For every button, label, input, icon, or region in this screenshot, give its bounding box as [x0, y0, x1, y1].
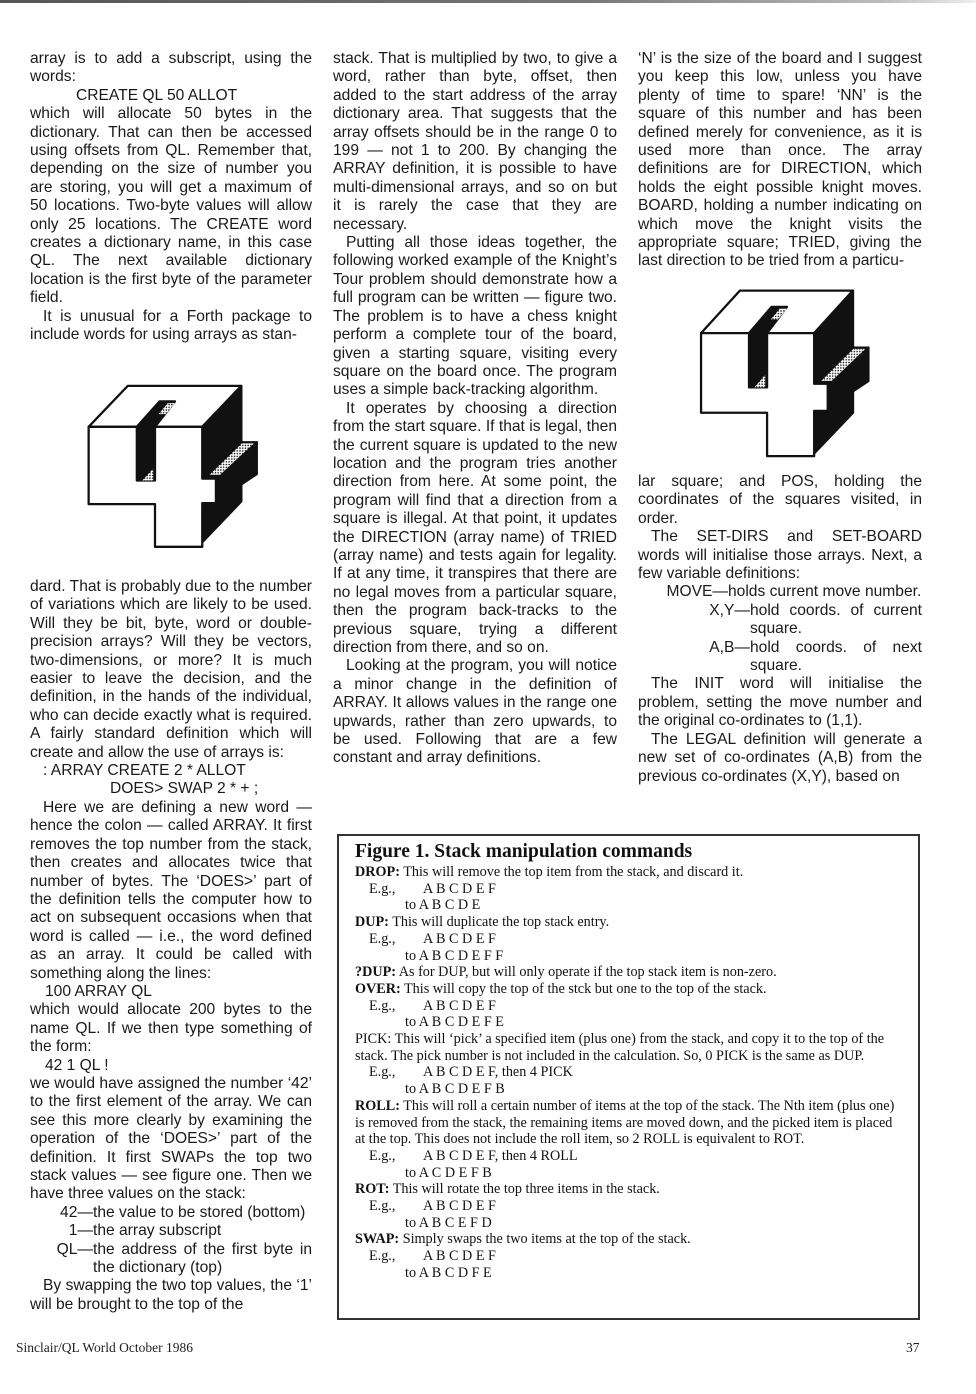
- command-description: This will roll a certain number of items at the top of the stack. The Nth item (plus one) is removed from the stack, the remaining items are moved down, and the picked item is placed at the top. This does not include the roll item, so 2 ROLL is equivalent to ROT.: [355, 1097, 895, 1148]
- command-description: This will ‘pick’ a specified item (plus one) from the stack, and copy it to the top of the stack. The pick number is not included in the calculation. So, 0 PICK is the same as DUP.: [355, 1031, 885, 1064]
- command-entry: [355, 1231, 902, 1248]
- command-description: This will duplicate the top stack entry.: [392, 914, 610, 931]
- column-1-top: [30, 50, 312, 345]
- column-3-bottom: [638, 473, 922, 786]
- example-stack: A B C D E F: [423, 1198, 496, 1215]
- column-2: [333, 50, 617, 768]
- variable-text: hold coords. of next square.: [750, 638, 922, 675]
- example-label: E.g.,: [369, 1248, 396, 1265]
- stack-item-label: 42—: [60, 1203, 93, 1221]
- stack-item: [30, 1204, 312, 1222]
- command-entry: [355, 981, 902, 998]
- command-example: [355, 931, 902, 948]
- command-description: This will copy the top of the stck but one to the top of the stack.: [404, 980, 767, 997]
- code-line: CREATE QL 50 ALLOT: [76, 86, 238, 104]
- command-entry: [355, 1031, 902, 1064]
- command-name: DROP:: [355, 864, 400, 880]
- paragraph: we would have assigned the number ‘42’ to the first element of the array. We can see this more clearly by examining the operation of the ‘DOES>’ part of the definition. It first SWAPs the top two stack values — see figure one. Then we have three values on the stack:: [30, 1074, 312, 1203]
- example-label: E.g.,: [369, 1198, 396, 1215]
- example-stack: A B C D E F: [423, 880, 496, 897]
- paragraph: Putting all those ideas together, the following worked example of the Knight’s Tour problem should demonstrate how a full program can be written — figure two. The problem is to have a chess knight perform a complete tour of the board, given a starting square, visiting every square on the board once. The program uses a simple back-tracking algorithm.: [333, 234, 617, 399]
- command-name: DUP:: [355, 914, 389, 931]
- example-stack: A B C D E F: [423, 930, 496, 947]
- command-name: ROLL:: [355, 1097, 400, 1114]
- variable-item: [638, 639, 922, 676]
- command-description: This will remove the top item from the stack, and discard it.: [403, 864, 744, 880]
- paragraph: which would allocate 200 bytes to the name QL. If we then type something of the form:: [30, 1001, 312, 1056]
- stack-item-text: the address of the first byte in the dictionary (top): [93, 1240, 312, 1277]
- footer-page-number: 37: [906, 1340, 920, 1355]
- command-example: [355, 1064, 902, 1081]
- variable-label: A,B—: [709, 638, 750, 656]
- code-line: 42 1 QL !: [45, 1056, 109, 1074]
- example-result: to A B C E F D: [405, 1214, 492, 1231]
- page-top-rule: [0, 0, 976, 3]
- stack-item-label: 1—: [68, 1222, 93, 1240]
- command-name: ?DUP:: [355, 964, 396, 981]
- stack-item: [30, 1241, 312, 1278]
- example-label: E.g.,: [369, 880, 396, 897]
- footer-publication: Sinclair/QL World October 1986: [16, 1340, 194, 1355]
- code-line: DOES> SWAP 2 * + ;: [110, 780, 259, 798]
- stack-item-text: the array subscript: [93, 1222, 222, 1240]
- column-3-top: [638, 50, 922, 271]
- example-stack: A B C D E F: [423, 997, 496, 1014]
- example-stack: A B C D E F, then 4 ROLL: [423, 1147, 578, 1164]
- figure-1-box: [337, 834, 920, 1320]
- example-label: E.g.,: [369, 930, 396, 947]
- paragraph: lar square; and POS, holding the coordinates of the squares visited, in order.: [638, 473, 922, 527]
- forth-4-cube-logo-icon: [687, 277, 887, 467]
- variable-text: hold coords. of current square.: [750, 601, 922, 638]
- command-name: OVER:: [355, 980, 401, 997]
- command-description: Simply swaps the two items at the top of the stack.: [402, 1231, 691, 1248]
- paragraph: Looking at the program, you will notice a minor change in the definition of ARRAY. It allows values in the range one upwards, rather than zero upwards, to be used. Following that are a few constant and array definitions.: [333, 657, 617, 767]
- command-entry: [355, 1181, 902, 1198]
- example-label: E.g.,: [369, 1064, 396, 1081]
- command-example: [355, 1248, 902, 1265]
- variable-label: MOVE—: [666, 583, 728, 601]
- example-result: to A B C D E F F: [405, 947, 504, 964]
- example-label: E.g.,: [369, 997, 396, 1014]
- example-result: to A B C D E F B: [405, 1081, 505, 1098]
- paragraph: array is to add a subscript, using the words:: [30, 50, 312, 86]
- paragraph: It is unusual for a Forth package to include words for using arrays as stan-: [30, 307, 312, 344]
- paragraph: ‘N’ is the size of the board and I suggest you keep this low, unless you have plenty of time to spare! ‘NN’ is the square of this number and has been defined merely for convenience, as it is used more than once. The array definitions are for DIRECTION, which holds the eight possible knight moves. BOARD, holding a number indicating on which move the knight visits the appropriate square; TRIED, giving the last direction to be tried from a particu-: [638, 50, 922, 270]
- example-result: to A B C D F E: [405, 1264, 492, 1281]
- example-result: to A B C D E F E: [405, 1014, 504, 1031]
- command-description: This will rotate the top three items in the stack.: [392, 1181, 660, 1198]
- figure-title: Figure 1. Stack manipulation commands: [355, 841, 693, 862]
- paragraph: Here we are defining a new word — hence the colon — called ARRAY. It first removes the top number from the stack, then creates and allocates twice that number of bytes. The ‘DOES>’ part of the definition tells the computer how to act on subsequent occasions when that word is called — i.e., the word defined as an array. It could be called with something along the lines:: [30, 798, 312, 982]
- example-stack: A B C D E F, then 4 PICK: [423, 1064, 573, 1081]
- command-name: PICK:: [355, 1031, 392, 1048]
- variable-text: holds current move number.: [728, 583, 922, 601]
- stack-item-text: the value to be stored (bottom): [93, 1203, 306, 1221]
- paragraph: By swapping the two top values, the ‘1’ will be brought to the top of the: [30, 1277, 312, 1313]
- variable-item: [638, 602, 922, 639]
- example-label: E.g.,: [369, 1147, 396, 1164]
- command-example: [355, 881, 902, 898]
- paragraph: It operates by choosing a direction from the start square. If that is legal, then the current square is updated to the new location and the program tries another direction from here. At some point, the program will find that a direction from a square is illegal. At that point, it updates the DIRECTION (array name) of TRIED (array name) and tests again for legality. If at any time, it transpires that there are no legal moves from a particular square, then the program back-tracks to the previous square, trying a different direction from there, and so on.: [333, 399, 617, 656]
- code-line: : ARRAY CREATE 2 * ALLOT: [43, 762, 246, 780]
- command-name: ROT:: [355, 1181, 390, 1198]
- paragraph: The SET-DIRS and SET-BOARD words will initialise those arrays. Next, a few variable definitions:: [638, 528, 922, 583]
- column-1-bottom: [30, 578, 312, 1314]
- command-entry: [355, 914, 902, 931]
- command-example: [355, 998, 902, 1015]
- command-name: SWAP:: [355, 1231, 400, 1248]
- paragraph: stack. That is multiplied by two, to give a word, rather than byte, offset, then added to the start address of the array dictionary area. That suggests that the array offsets should be in the range 0 to 199 — not 1 to 200. By changing the ARRAY definition, it is possible to have multi-dimensional arrays, and so on but it is rarely the case that they are necessary.: [333, 50, 617, 233]
- variable-label: X,Y—: [709, 601, 750, 619]
- code-line: 100 ARRAY QL: [45, 982, 152, 1000]
- command-example: [355, 1198, 902, 1215]
- command-example: [355, 1148, 902, 1165]
- variable-item: [638, 583, 922, 601]
- example-result: to A B C D E: [405, 897, 481, 914]
- stack-item: [30, 1222, 312, 1240]
- paragraph: which will allocate 50 bytes in the dictionary. That can then be accessed using offsets from QL. Remember that, depending on the size of number you are storing, you will get a maximum of 50 locations. Two-byte values will allow only 25 locations. The CREATE word creates a dictionary name, in this case QL. The next available dictionary location is the first byte of the parameter field.: [30, 105, 312, 307]
- stack-item-label: QL—: [56, 1240, 93, 1258]
- command-description: As for DUP, but will only operate if the top stack item is non-zero.: [398, 964, 777, 981]
- paragraph: The INIT word will initialise the problem, setting the move number and the original co-ordinates to (1,1).: [638, 675, 922, 730]
- figure-command-list: [355, 864, 902, 1282]
- command-entry: [355, 964, 902, 981]
- paragraph: The LEGAL definition will generate a new set of co-ordinates (A,B) from the previous co-ordinates (X,Y), based on: [638, 730, 922, 785]
- forth-4-cube-logo-icon: [75, 365, 275, 565]
- paragraph: dard. That is probably due to the number of variations which are likely to be used. Will they be bit, byte, word or double-precision arrays? Will they be vectors, two-dimensions, or more? It is much easier to leave the decision, and the definition, in the hands of the individual, who can decide exactly what is required. A fairly standard definition which will create and allow the use of arrays is:: [30, 578, 312, 761]
- example-result: to A C D E F B: [405, 1164, 492, 1181]
- command-entry: [355, 1098, 902, 1148]
- example-stack: A B C D E F: [423, 1248, 496, 1265]
- command-entry: [355, 864, 902, 881]
